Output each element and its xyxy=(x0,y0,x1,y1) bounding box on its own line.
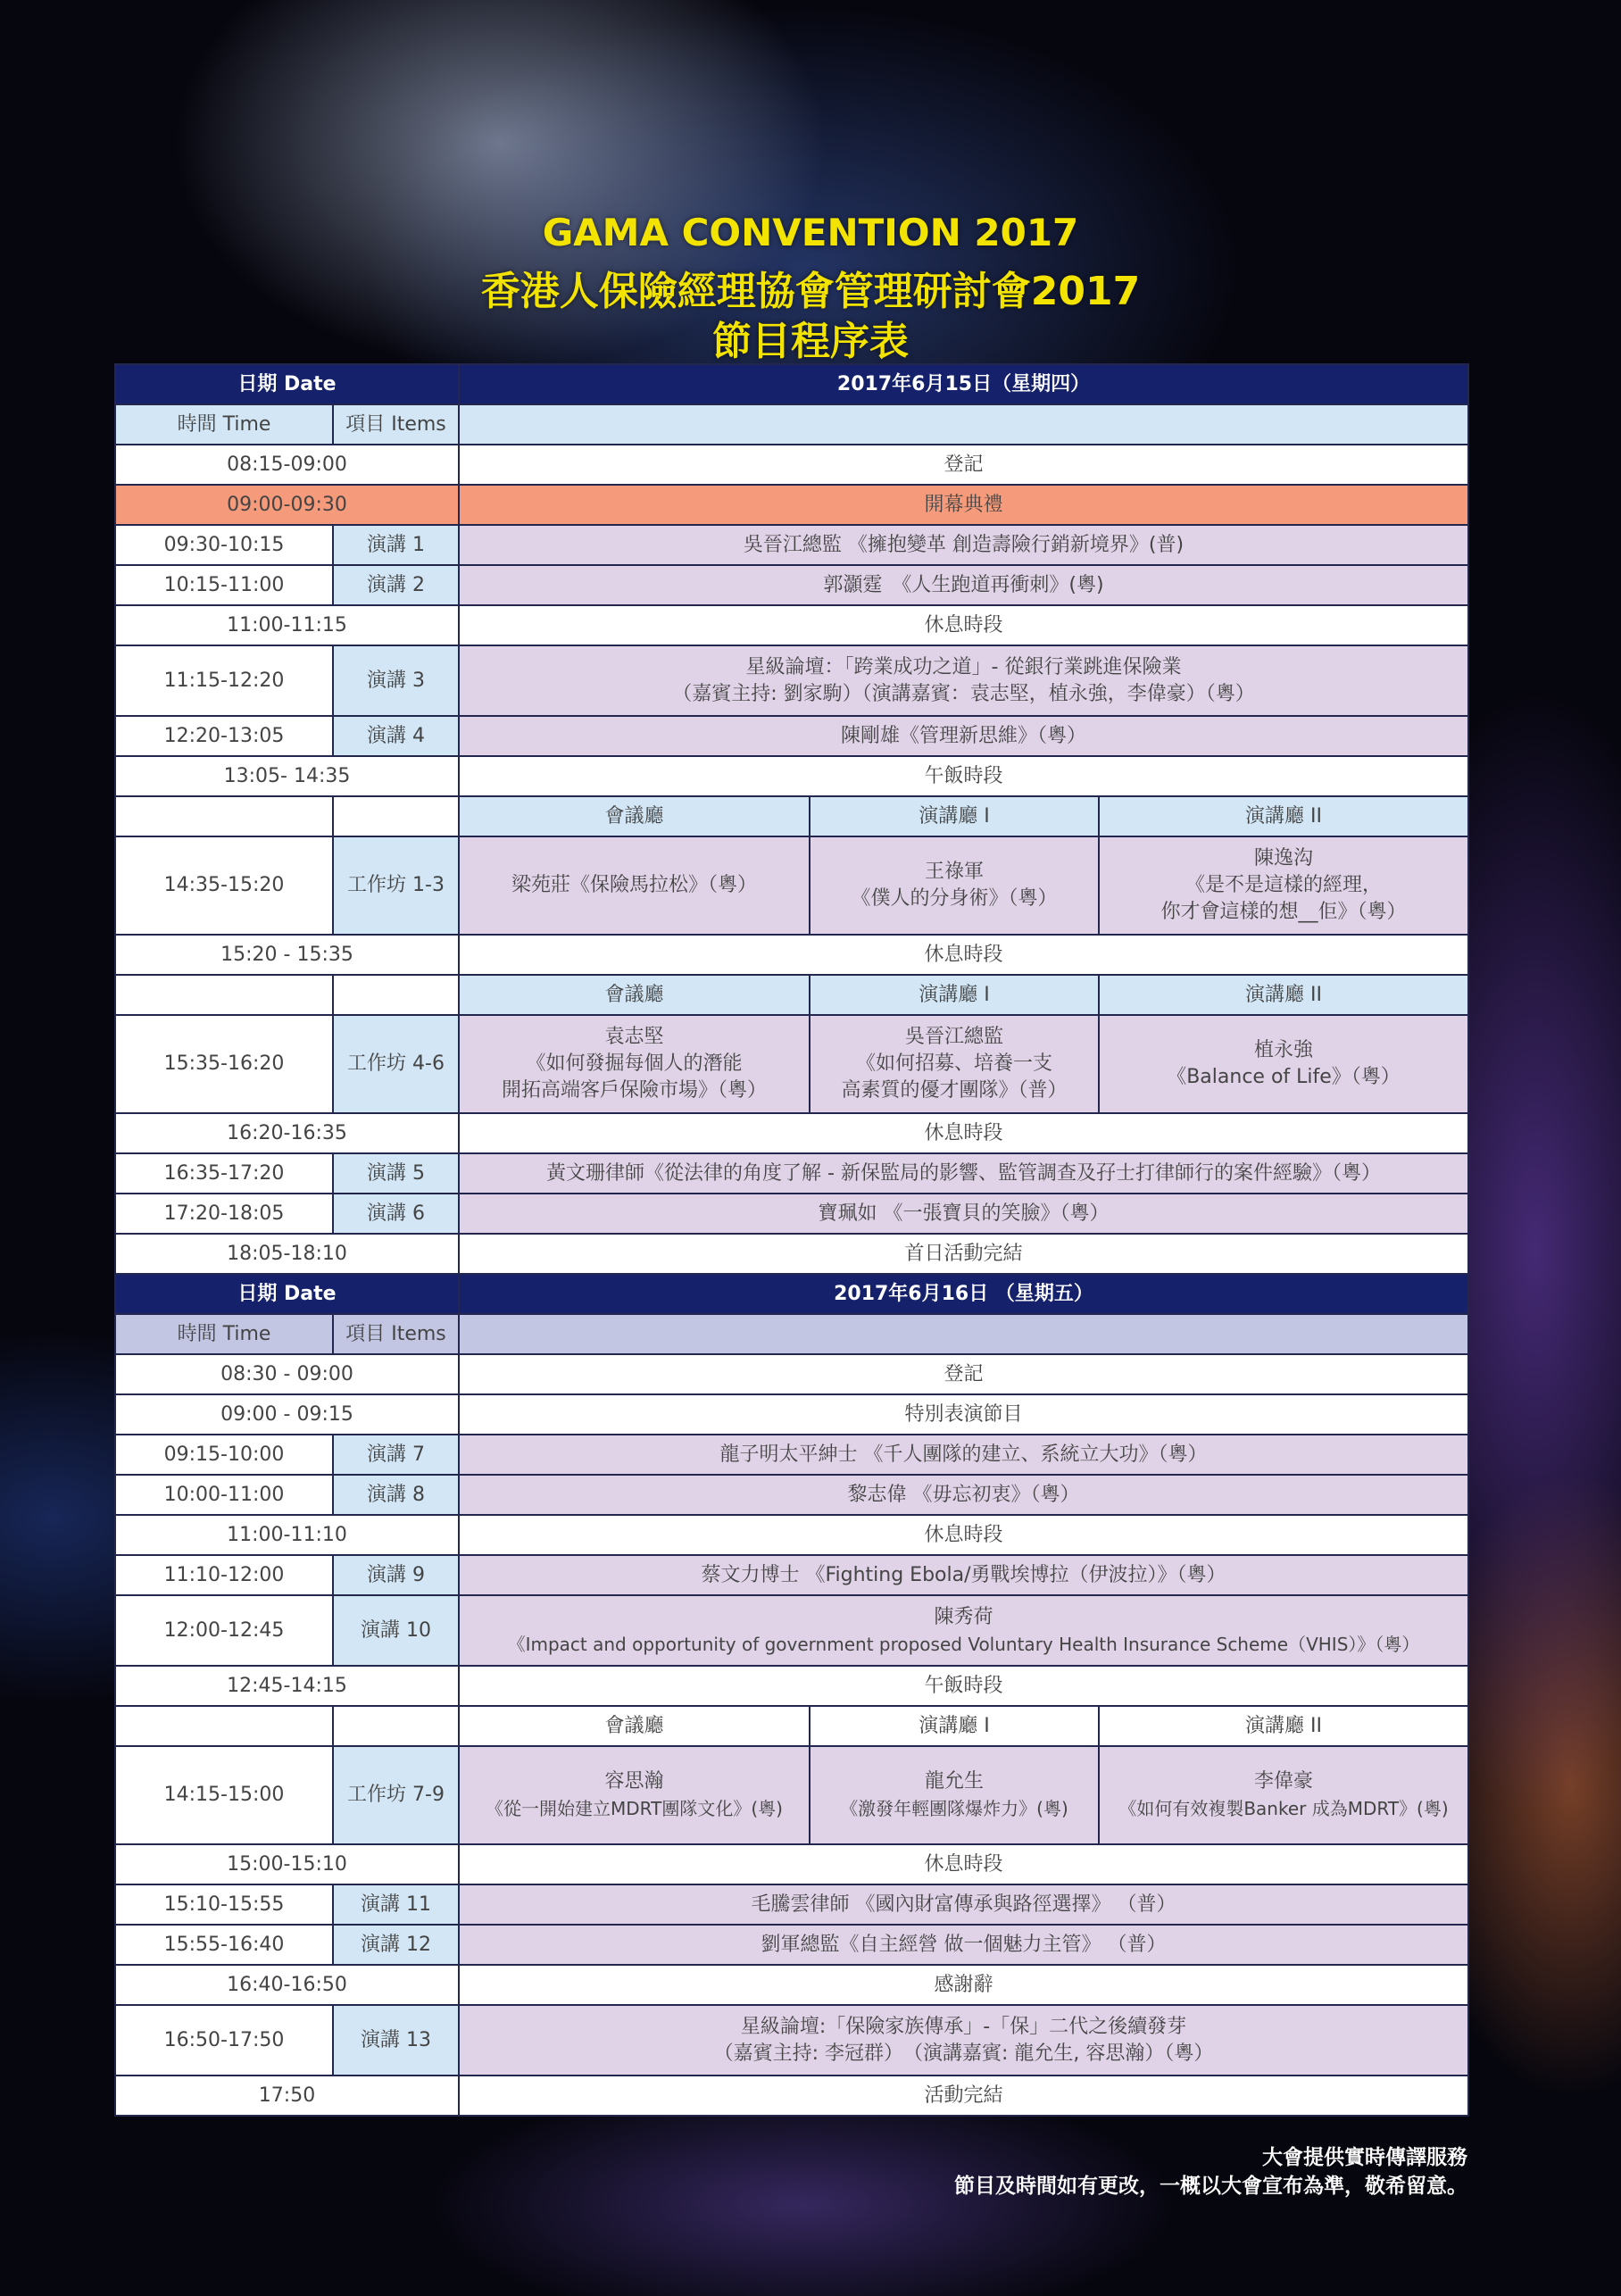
desc-cell: 開幕典禮 xyxy=(459,485,1468,525)
desc-cell: 劉軍總監《自主經營 做一個魅力主管》 （普） xyxy=(459,1925,1468,1965)
footer-disclaimer: 節目及時間如有更改，一概以大會宣布為準，敬希留意。 xyxy=(954,2175,1467,2198)
workshop-cell xyxy=(1099,1015,1468,1113)
workshop-cell xyxy=(1099,1746,1468,1844)
desc-cell: 郭灝霆 《人生跑道再衝刺》(粵) xyxy=(459,565,1468,605)
workshop-cell xyxy=(810,836,1099,935)
time-cell: 09:00 - 09:15 xyxy=(115,1394,459,1435)
hall-label: 會議廳 xyxy=(459,796,810,836)
blank-cell xyxy=(115,1706,333,1746)
table-row xyxy=(115,1194,1468,1234)
desc-cell: 黎志偉 《毋忘初衷》（粵） xyxy=(459,1475,1468,1515)
table-row xyxy=(115,1354,1468,1394)
time-label: 時間 Time xyxy=(115,404,333,445)
blank-cell xyxy=(333,975,459,1015)
items-label: 項目 Items xyxy=(333,404,459,445)
desc-line: 星級論壇：「跨業成功之道」- 從銀行業跳進保險業 xyxy=(745,655,1182,678)
desc-cell: 休息時段 xyxy=(459,1844,1468,1884)
time-cell: 15:20 - 15:35 xyxy=(115,935,459,975)
table-row xyxy=(115,1113,1468,1153)
desc-line: 《如何有效複製Banker 成為MDRT》(粵) xyxy=(1118,1798,1449,1819)
time-cell: 16:40-16:50 xyxy=(115,1965,459,2005)
table-row xyxy=(115,1844,1468,1884)
item-cell: 工作坊 7-9 xyxy=(333,1746,459,1844)
desc-cell: 休息時段 xyxy=(459,1515,1468,1555)
desc-cell: 吳晉江總監 《擁抱變革 創造壽險行銷新境界》(普) xyxy=(459,525,1468,565)
time-cell: 17:50 xyxy=(115,2076,459,2116)
item-cell: 演講 8 xyxy=(333,1475,459,1515)
workshop-row xyxy=(115,836,1468,935)
table-row xyxy=(115,445,1468,485)
desc-line: 《如何招募、培養一支 xyxy=(855,1052,1052,1075)
desc-cell: 休息時段 xyxy=(459,1113,1468,1153)
desc-line: 植永強 xyxy=(1253,1039,1313,1061)
desc-line: 吳晉江總監 xyxy=(904,1026,1003,1048)
item-cell: 演講 11 xyxy=(333,1884,459,1925)
time-cell: 16:35-17:20 xyxy=(115,1153,333,1194)
time-cell: 17:20-18:05 xyxy=(115,1194,333,1234)
subheader-blank xyxy=(459,1314,1468,1354)
item-cell: 演講 2 xyxy=(333,565,459,605)
title-line-1: GAMA CONVENTION 2017 xyxy=(542,211,1079,254)
desc-cell: 感謝辭 xyxy=(459,1965,1468,2005)
hall-header-row xyxy=(115,1706,1468,1746)
schedule-table xyxy=(114,363,1469,2117)
item-cell: 演講 7 xyxy=(333,1435,459,1475)
time-cell: 09:30-10:15 xyxy=(115,525,333,565)
item-cell: 演講 10 xyxy=(333,1595,459,1666)
desc-cell: 首日活動完結 xyxy=(459,1234,1468,1274)
item-cell: 工作坊 4-6 xyxy=(333,1015,459,1113)
hall-label: 演講廳 II xyxy=(1099,1706,1468,1746)
table-row xyxy=(115,1475,1468,1515)
time-cell: 13:05- 14:35 xyxy=(115,756,459,796)
item-cell: 演講 12 xyxy=(333,1925,459,1965)
time-cell: 15:00-15:10 xyxy=(115,1844,459,1884)
item-cell: 演講 6 xyxy=(333,1194,459,1234)
desc-line: 高素質的優才團隊》（普） xyxy=(841,1079,1068,1102)
items-label: 項目 Items xyxy=(333,1314,459,1354)
desc-line: 王祿軍 xyxy=(924,861,984,883)
desc-cell: 寶珮如 《一張寶貝的笑臉》（粵） xyxy=(459,1194,1468,1234)
day1-date: 2017年6月15日（星期四） xyxy=(459,364,1468,404)
time-cell: 12:00-12:45 xyxy=(115,1595,333,1666)
desc-cell: 登記 xyxy=(459,1354,1468,1394)
time-label: 時間 Time xyxy=(115,1314,333,1354)
table-row xyxy=(115,1153,1468,1194)
day1-header-row xyxy=(115,364,1468,404)
time-cell: 11:00-11:15 xyxy=(115,605,459,645)
desc-cell xyxy=(459,2005,1468,2076)
desc-line: （嘉賓主持: 劉家駒）（演講嘉賓：袁志堅，植永強，李偉豪）（粵） xyxy=(672,682,1255,705)
desc-cell: 毛騰雲律師 《國內財富傳承與路徑選擇》 （普） xyxy=(459,1884,1468,1925)
table-row xyxy=(115,1965,1468,2005)
day2-header-row xyxy=(115,1274,1468,1314)
title-line-3: 節目程序表 xyxy=(712,319,909,364)
table-row xyxy=(115,645,1468,716)
hall-header-row xyxy=(115,796,1468,836)
desc-line: 《Impact and opportunity of government proposed Voluntary Health Insurance Scheme（VHIS）》（粵） xyxy=(507,1633,1420,1655)
desc-cell: 黃文珊律師《從法律的角度了解 - 新保監局的影響、監管調查及孖士打律師行的案件經驗》（粵） xyxy=(459,1153,1468,1194)
desc-cell: 休息時段 xyxy=(459,605,1468,645)
day1-subheader-row xyxy=(115,404,1468,445)
table-row xyxy=(115,1234,1468,1274)
hall-header-row xyxy=(115,975,1468,1015)
time-cell: 11:00-11:10 xyxy=(115,1515,459,1555)
subheader-blank xyxy=(459,404,1468,445)
desc-cell: 午飯時段 xyxy=(459,1666,1468,1706)
blank-cell xyxy=(115,975,333,1015)
time-cell: 08:15-09:00 xyxy=(115,445,459,485)
hall-label: 演講廳 I xyxy=(810,975,1099,1015)
desc-cell xyxy=(459,1595,1468,1666)
time-cell: 12:45-14:15 xyxy=(115,1666,459,1706)
desc-line: 龍允生 xyxy=(924,1770,984,1793)
table-row xyxy=(115,525,1468,565)
desc-cell: 活動完結 xyxy=(459,2076,1468,2116)
table-row xyxy=(115,935,1468,975)
time-cell: 14:15-15:00 xyxy=(115,1746,333,1844)
table-row xyxy=(115,1884,1468,1925)
table-row xyxy=(115,716,1468,756)
hall-label: 會議廳 xyxy=(459,975,810,1015)
time-cell: 10:00-11:00 xyxy=(115,1475,333,1515)
item-cell: 工作坊 1-3 xyxy=(333,836,459,935)
desc-cell: 陳剛雄《管理新思維》（粵） xyxy=(459,716,1468,756)
workshop-cell: 梁苑莊《保險馬拉松》（粵） xyxy=(459,836,810,935)
item-cell: 演講 5 xyxy=(333,1153,459,1194)
desc-line: 陳逸沟 xyxy=(1253,847,1313,869)
desc-cell: 特別表演節目 xyxy=(459,1394,1468,1435)
time-cell: 11:10-12:00 xyxy=(115,1555,333,1595)
desc-line: 《如何發掘每個人的潛能 xyxy=(526,1052,743,1075)
table-row xyxy=(115,1435,1468,1475)
desc-cell: 登記 xyxy=(459,445,1468,485)
day2-date: 2017年6月16日 （星期五） xyxy=(459,1274,1468,1314)
table-row xyxy=(115,1394,1468,1435)
desc-cell xyxy=(459,645,1468,716)
item-cell: 演講 9 xyxy=(333,1555,459,1595)
date-label: 日期 Date xyxy=(115,1274,459,1314)
table-row xyxy=(115,1595,1468,1666)
desc-line: 《僕人的分身術》（粵） xyxy=(851,887,1058,910)
blank-cell xyxy=(333,796,459,836)
desc-line: 李偉豪 xyxy=(1253,1770,1313,1793)
desc-line: 袁志堅 xyxy=(604,1026,664,1048)
table-row xyxy=(115,1515,1468,1555)
desc-line: 《從一開始建立MDRT團隊文化》(粵) xyxy=(486,1798,783,1819)
desc-cell: 蔡文力博士 《Fighting Ebola/勇戰埃博拉（伊波拉）》（粵） xyxy=(459,1555,1468,1595)
desc-line: 容思瀚 xyxy=(604,1770,664,1793)
blank-cell xyxy=(115,796,333,836)
desc-cell: 午飯時段 xyxy=(459,756,1468,796)
workshop-row xyxy=(115,1015,1468,1113)
table-row xyxy=(115,1925,1468,1965)
desc-line: 《Balance of Life》（粵） xyxy=(1167,1066,1401,1088)
table-row xyxy=(115,1555,1468,1595)
workshop-cell xyxy=(810,1746,1099,1844)
hall-label: 演講廳 II xyxy=(1099,796,1468,836)
time-cell: 15:55-16:40 xyxy=(115,1925,333,1965)
item-cell: 演講 1 xyxy=(333,525,459,565)
workshop-cell xyxy=(1099,836,1468,935)
table-row xyxy=(115,2076,1468,2116)
workshop-row xyxy=(115,1746,1468,1844)
time-cell: 08:30 - 09:00 xyxy=(115,1354,459,1394)
item-cell: 演講 3 xyxy=(333,645,459,716)
date-label: 日期 Date xyxy=(115,364,459,404)
item-cell: 演講 13 xyxy=(333,2005,459,2076)
time-cell: 16:50-17:50 xyxy=(115,2005,333,2076)
desc-line: 星級論壇:「保險家族傳承」-「保」二代之後續發芽 xyxy=(740,2015,1187,2038)
table-row xyxy=(115,485,1468,525)
hall-label: 演講廳 II xyxy=(1099,975,1468,1015)
desc-line: 開拓高端客戶保險市場》（粵） xyxy=(501,1079,767,1102)
time-cell: 10:15-11:00 xyxy=(115,565,333,605)
time-cell: 18:05-18:10 xyxy=(115,1234,459,1274)
desc-line: （嘉賓主持: 李冠群） （演講嘉賓: 龍允生, 容思瀚）（粵） xyxy=(713,2042,1214,2065)
workshop-cell xyxy=(459,1015,810,1113)
table-row xyxy=(115,605,1468,645)
day2-subheader-row xyxy=(115,1314,1468,1354)
desc-line: 陳秀荷 xyxy=(934,1605,993,1628)
hall-label: 會議廳 xyxy=(459,1706,810,1746)
time-cell: 16:20-16:35 xyxy=(115,1113,459,1153)
workshop-cell xyxy=(459,1746,810,1844)
desc-cell: 休息時段 xyxy=(459,935,1468,975)
workshop-cell xyxy=(810,1015,1099,1113)
footer-interpretation-note: 大會提供實時傳譯服務 xyxy=(1262,2146,1467,2169)
time-cell: 15:35-16:20 xyxy=(115,1015,333,1113)
desc-line: 你才會這樣的想__佢》（粵） xyxy=(1160,901,1407,923)
item-cell: 演講 4 xyxy=(333,716,459,756)
desc-line: 《激發年輕團隊爆炸力》(粵) xyxy=(840,1798,1068,1819)
desc-line: 《是不是這樣的經理， xyxy=(1185,874,1382,896)
hall-label: 演講廳 I xyxy=(810,1706,1099,1746)
time-cell: 11:15-12:20 xyxy=(115,645,333,716)
time-cell: 12:20-13:05 xyxy=(115,716,333,756)
blank-cell xyxy=(333,1706,459,1746)
time-cell: 09:15-10:00 xyxy=(115,1435,333,1475)
table-row xyxy=(115,756,1468,796)
time-cell: 15:10-15:55 xyxy=(115,1884,333,1925)
table-row xyxy=(115,565,1468,605)
time-cell: 14:35-15:20 xyxy=(115,836,333,935)
hall-label: 演講廳 I xyxy=(810,796,1099,836)
desc-cell: 龍子明太平紳士 《千人團隊的建立、系統立大功》（粵） xyxy=(459,1435,1468,1475)
time-cell: 09:00-09:30 xyxy=(115,485,459,525)
title-line-2: 香港人保險經理協會管理研討會2017 xyxy=(480,269,1141,314)
table-row xyxy=(115,1666,1468,1706)
table-row xyxy=(115,2005,1468,2076)
